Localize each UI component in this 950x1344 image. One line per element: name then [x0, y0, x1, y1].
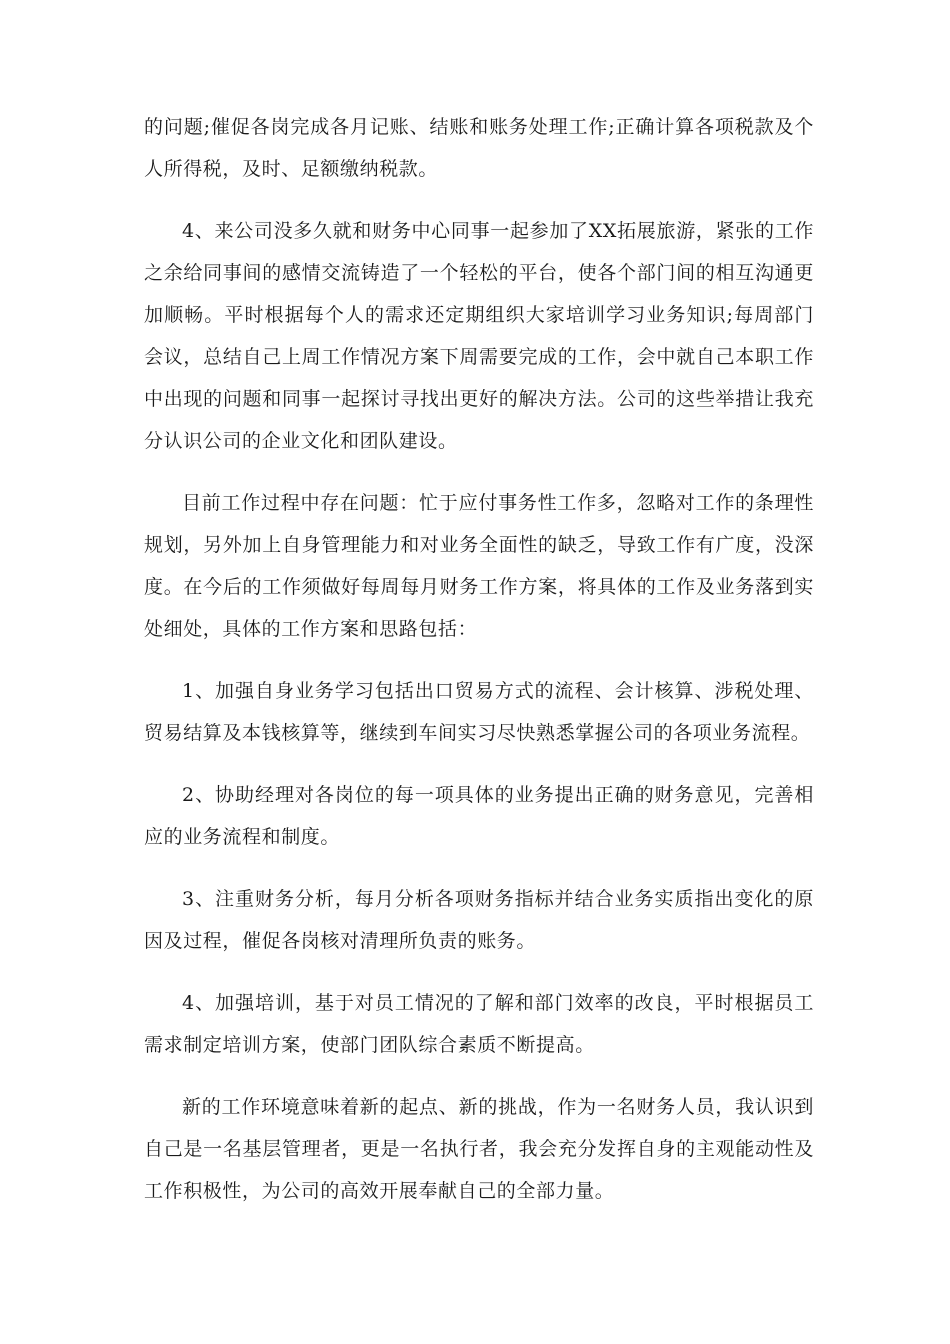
- paragraph-continuation: 的问题;催促各岗完成各月记账、结账和账务处理工作;正确计算各项税款及个人所得税，及时、足额缴纳税款。: [144, 116, 814, 180]
- paragraph-current-problems: 目前工作过程中存在问题：忙于应付事务性工作多，忽略对工作的条理性规划，另外加上自身管理能力和对业务全面性的缺乏，导致工作有广度，没深度。在今后的工作须做好每周每月财务工作方案，将具体的工作及业务落到实处细处，具体的工作方案和思路包括：: [144, 492, 814, 640]
- document-body: [144, 106, 814, 1232]
- paragraph-plan-item-3: 3、注重财务分析，每月分析各项财务指标并结合业务实质指出变化的原因及过程，催促各岗核对清理所负责的账务。: [144, 888, 814, 952]
- paragraph-plan-item-2: 2、协助经理对各岗位的每一项具体的业务提出正确的财务意见，完善相应的业务流程和制度。: [144, 784, 814, 848]
- paragraph-conclusion: 新的工作环境意味着新的起点、新的挑战，作为一名财务人员，我认识到自己是一名基层管理者，更是一名执行者，我会充分发挥自身的主观能动性及工作积极性，为公司的高效开展奉献自己的全部力量。: [144, 1096, 814, 1202]
- paragraph-plan-item-1: 1、加强自身业务学习包括出口贸易方式的流程、会计核算、涉税处理、贸易结算及本钱核算等，继续到车间实习尽快熟悉掌握公司的各项业务流程。: [144, 680, 814, 744]
- paragraph-team-activities: 4、来公司没多久就和财务中心同事一起参加了XX拓展旅游，紧张的工作之余给同事间的感情交流铸造了一个轻松的平台，使各个部门间的相互沟通更加顺畅。平时根据每个人的需求还定期组织大家培训学习业务知识;每周部门会议，总结自己上周工作情况方案下周需要完成的工作，会中就自己本职工作中出现的问题和同事一起探讨寻找出更好的解决方法。公司的这些举措让我充分认识公司的企业文化和团队建设。: [144, 220, 814, 452]
- paragraph-plan-item-4: 4、加强培训，基于对员工情况的了解和部门效率的改良，平时根据员工需求制定培训方案，使部门团队综合素质不断提高。: [144, 992, 814, 1056]
